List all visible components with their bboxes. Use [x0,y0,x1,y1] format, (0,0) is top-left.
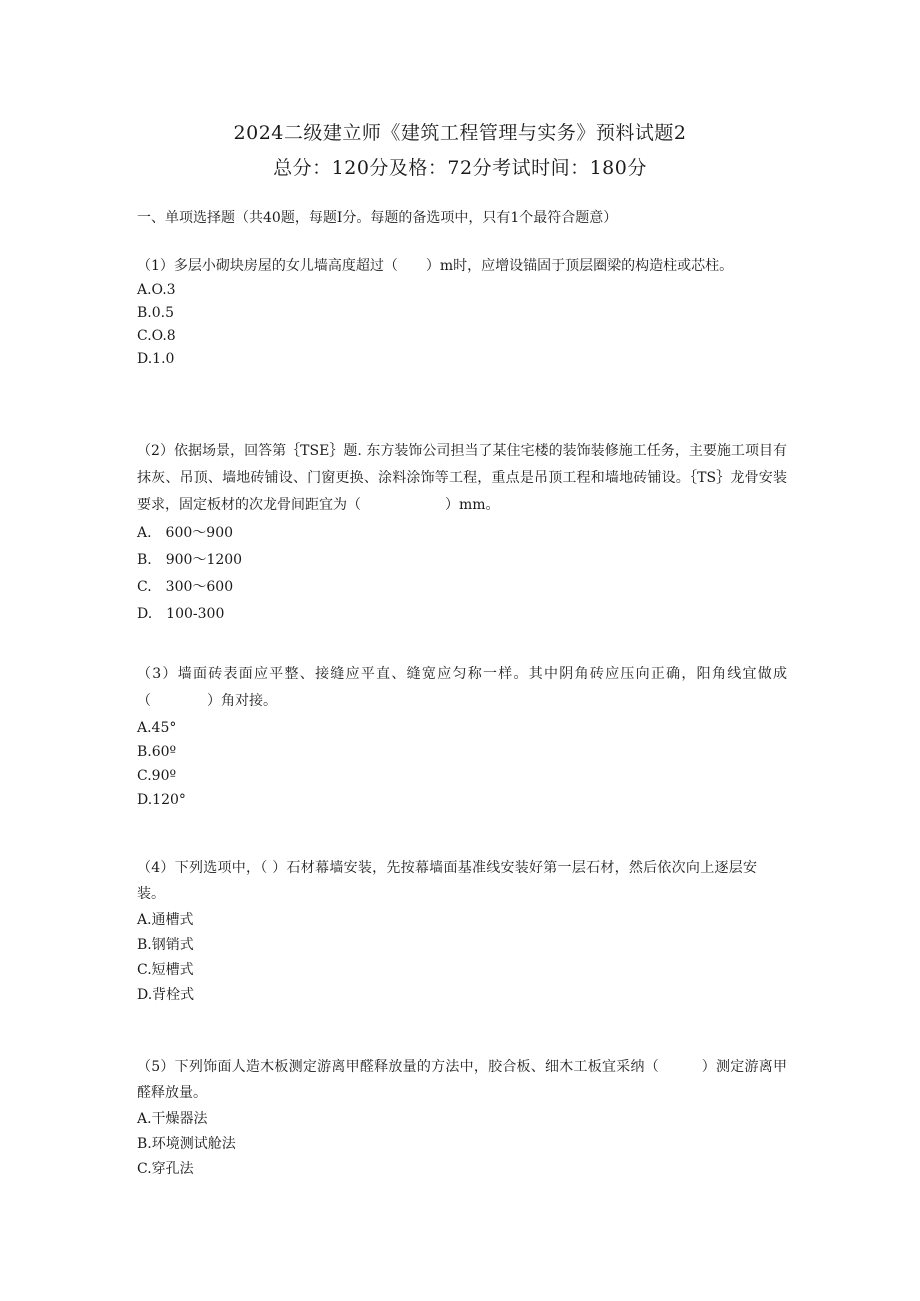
question-2 [137,438,787,628]
option-c: C.90º [137,768,177,784]
option-d: D.120° [137,792,186,808]
question-text: （2）依据场景，回答第｛TSE｝题. 东方装饰公司担当了某住宅楼的装饰装修施工任务，主要施工项目有抹灰、吊顶、墙地砖铺设、门窗更换、涂料涂饰等工程，重点是吊顶工程和墙地砖铺设。｛TS｝龙骨安装要求，固定板材的次龙骨间距宜为（ ）mm。 [137,443,787,513]
option-b: B.环境测试舱法 [137,1136,236,1152]
option-c: C.短槽式 [137,962,194,978]
document-title: 2024二级建立师《建筑工程管理与实务》预料试题2 [233,122,687,144]
option-b: B.钢销式 [137,937,194,953]
option-c: C.O.8 [137,328,176,344]
option-a: A. 600～900 [137,525,234,541]
question-3 [137,661,787,812]
option-a: A.45° [137,720,177,736]
question-5 [137,1054,787,1182]
option-d: D.1.0 [137,351,175,367]
question-4 [137,855,787,1008]
option-a: A.通槽式 [137,912,194,928]
option-b: B. 900～1200 [137,552,243,568]
question-text: （4）下列选项中，（ ）石材幕墙安装，先按幕墙面基准线安装好第一层石材，然后依次向上逐层安装。 [137,860,757,902]
question-text: （1）多层小砌块房屋的女儿墙高度超过（ ）m时，应增设锚固于顶层圈梁的构造柱或芯柱。 [137,258,734,274]
option-a: A.O.3 [137,282,176,298]
option-c: C.穿孔法 [137,1161,194,1177]
option-b: B.60º [137,744,177,760]
option-a: A.干燥器法 [137,1111,208,1127]
option-d: D. 100-300 [137,606,225,622]
option-c: C. 300～600 [137,579,234,595]
exam-info-line: 总分：120分及格：72分考试时间：180分 [273,157,647,179]
option-d: D.背栓式 [137,987,195,1003]
section-heading: 一、单项选择题（共40题，每题I分。每题的备选项中，只有1个最符合题意） [137,210,618,226]
option-b: B.0.5 [137,305,175,321]
question-1 [137,254,787,371]
question-text: （5）下列饰面人造木板测定游离甲醛释放量的方法中，胶合板、细木工板宜采纳（ ）测定游离甲醛释放量。 [137,1059,787,1101]
question-text: （3）墙面砖表面应平整、接缝应平直、缝宽应匀称一样。其中阴角砖应压向正确，阳角线宜做成（ ）角对接。 [137,666,787,709]
